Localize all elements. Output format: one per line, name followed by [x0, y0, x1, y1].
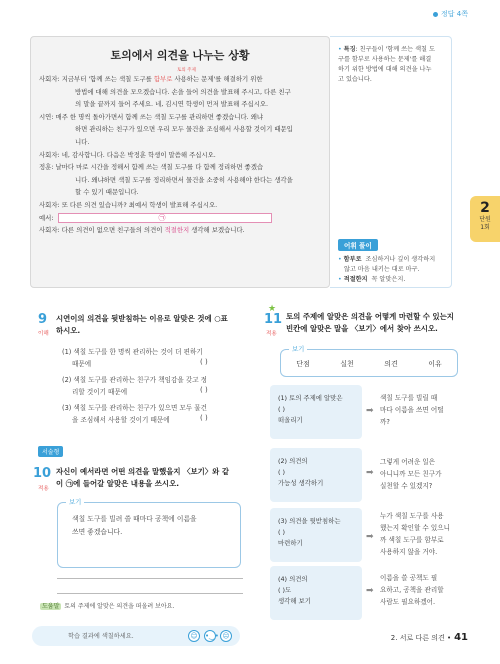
question-category: 적용	[266, 331, 277, 337]
passage-line: 사회자: 다른 의견이 없으면 친구들의 의견이 적절한지 생각해 보겠습니다.	[39, 226, 245, 235]
neutral-face-icon[interactable]: •‿•	[205, 632, 219, 640]
passage-line: 사회자: 또 다른 의견 있습니까? 최예서 학생이 발표해 주십시오.	[39, 200, 218, 209]
answer-blank[interactable]: ( )	[278, 468, 286, 476]
highlight-word: 함부로	[153, 75, 173, 83]
example-text: 색칠 도구를 빌려 쓸 때마다 공책에 이름을 쓰면 좋겠습니다.	[72, 515, 197, 536]
answer-blank[interactable]: ( )도	[278, 586, 292, 594]
passage-line: 방법에 대해 의견을 모으겠습니다. 손을 들어 의견을 발표해 주시고, 다른 친구	[75, 87, 291, 96]
question-number: 9	[38, 312, 48, 327]
word-bank-item: 의견	[384, 360, 398, 368]
page-number: 41	[454, 632, 468, 643]
step-box: (3) 의견을 뒷받침하는 ( ) 마련하기	[270, 508, 362, 562]
word-bank-item: 실천	[340, 360, 354, 368]
unit-tab: 2 단원 1회	[470, 196, 500, 242]
passage-line: 니다.	[75, 137, 90, 146]
example-label: 보기	[289, 344, 307, 353]
answer-line[interactable]	[57, 578, 243, 579]
answer-blank[interactable]: ( )	[200, 358, 208, 366]
step-box: (1) 토의 주제에 알맞은 ( ) 떠올리기	[270, 385, 362, 439]
star-icon: ★	[268, 304, 277, 314]
self-assessment-bar	[32, 626, 240, 646]
example-blank-box	[58, 213, 272, 223]
step-box: (2) 의견의 ( ) 가능성 생각하기	[270, 448, 362, 502]
passage-line: 할 수 있기 때문입니다.	[75, 188, 139, 197]
arrow-right-icon: ➡	[366, 586, 374, 596]
question-text: 자신이 예서라면 어떤 의견을 말했을지 〈보기〉와 같 이 ㉠에 들어갈 알맞은 내용을 쓰시오.	[56, 467, 230, 488]
sidebar-notes: • 특징: 친구들이 '함께 쓰는 색칠 도 구를 함부로 사용하는 문제'를 해결 하기 위한 방법에 대해 의견을 나누 고 있습니다. 어휘 풀이 • 함부로 조심하거나 깊이 생각하지 않고 마음 내키는 대로 마구. • 적절한지 꼭 알맞은지.	[330, 36, 452, 288]
page-footer: 2. 서로 다른 의견 • 41	[390, 632, 468, 643]
passage-title: 토의에서 의견을 나누는 상황	[110, 49, 250, 62]
hint: 도움말 토의 주제에 알맞은 의견을 떠올려 보아요.	[42, 603, 175, 610]
blank-marker: ㉠	[158, 213, 166, 222]
arrow-right-icon: ➡	[366, 532, 374, 542]
question-text: 시연이의 의견을 뒷받침하는 이유로 알맞은 것에 ○표 하시오.	[56, 314, 228, 335]
descriptive-badge: 서술형	[38, 446, 63, 457]
word-bank-item: 이유	[428, 360, 442, 368]
step-example: 누가 색칠 도구를 사용 했는지 확인할 수 있으니 까 색칠 도구를 함부로 사용하지 않을 거야.	[380, 512, 450, 556]
word-bank-box	[280, 345, 458, 377]
passage-line: 예서: ㉠	[39, 212, 321, 225]
step-example: 그렇게 어려운 일은 아니니까 모든 친구가 실천할 수 있겠지?	[380, 458, 442, 490]
self-assessment-text: 학습 결과에 색칠하세요.	[68, 633, 134, 640]
passage-line: 니다. 왜냐하면 색칠 도구를 정리하면서 물건을 소중히 사용해야 한다는 생각을	[75, 175, 293, 184]
answer-option: (2) 색칠 도구를 관리하는 친구가 책임감을 갖고 정 리할 것이기 때문에	[62, 376, 208, 396]
step-example: 이름을 쓸 공책도 필 요하고, 공책을 관리할 사람도 필요하겠어.	[380, 574, 444, 606]
word-bank-item: 단점	[296, 360, 310, 368]
answer-option: (1) 색칠 도구를 한 명씩 관리하는 것이 더 편하기 때문에	[62, 348, 203, 368]
passage-line: 시연: 매주 한 명씩 돌아가면서 함께 쓰는 색칠 도구를 관리하면 좋겠습니다. 왜냐	[39, 112, 264, 121]
answer-blank[interactable]: ( )	[278, 528, 286, 536]
passage-box	[30, 36, 330, 288]
vocab-title: 어휘 풀이	[338, 239, 378, 251]
passage-line: 의 말을 끝까지 들어 주세요. 네, 김시연 학생이 먼저 발표해 주십시오.	[75, 100, 269, 109]
question-number: 10	[33, 466, 52, 481]
question-category: 이해	[38, 331, 49, 337]
sad-face-icon[interactable]: ☹	[220, 630, 232, 642]
answer-blank[interactable]: ( )	[278, 405, 286, 413]
question-text: 토의 주제에 알맞은 의견을 어떻게 마련할 수 있는지 빈칸에 알맞은 말을 〈보기〉에서 찾아 쓰시오.	[286, 312, 454, 333]
arrow-right-icon: ➡	[366, 406, 374, 416]
example-box	[57, 498, 241, 568]
answer-note: 정답 4쪽	[433, 9, 468, 19]
dot-icon	[433, 12, 438, 17]
step-box: (4) 의견의 ( )도 생각해 보기	[270, 566, 362, 620]
happy-face-icon[interactable]: ☺	[188, 630, 200, 642]
vocab-section: 어휘 풀이 • 함부로 조심하거나 깊이 생각하지 않고 마음 내키는 대로 마구. • 적절한지 꼭 알맞은지.	[338, 233, 443, 285]
question-category: 적용	[38, 486, 49, 492]
answer-blank[interactable]: ( )	[200, 414, 208, 422]
passage-line: 사회자: 지금부터 '함께 쓰는 색칠 도구를 함부로 사용하는 문제'를 해결하기 위한	[39, 75, 263, 83]
question-number: 11	[264, 312, 283, 327]
highlight-word: 적절한지	[164, 226, 190, 235]
answer-line[interactable]	[57, 593, 243, 594]
answer-blank[interactable]: ( )	[200, 386, 208, 394]
passage-line: 하면 관리하는 친구가 있으면 우리 모두 물건을 조심해서 사용할 것이기 때문입	[75, 125, 293, 134]
arrow-right-icon: ➡	[366, 468, 374, 478]
topic-annotation: 토의 주제	[177, 68, 196, 73]
answer-option: (3) 색칠 도구를 관리하는 친구가 있으면 모두 물건 을 조심해서 사용할 것이기 때문에	[62, 404, 208, 424]
hint-tag: 도움말	[42, 603, 60, 610]
example-label: 보기	[66, 497, 84, 506]
passage-line: 사회자: 네, 감사합니다. 다음은 박정훈 학생이 말씀해 주십시오.	[39, 150, 216, 159]
step-example: 색칠 도구를 빌릴 때 마다 이름을 쓰면 어떨 까?	[380, 394, 444, 426]
passage-line: 정훈: 날마다 마로 시간을 정해서 함께 쓰는 색칠 도구를 다 함께 정리하면 좋겠습	[39, 163, 264, 172]
